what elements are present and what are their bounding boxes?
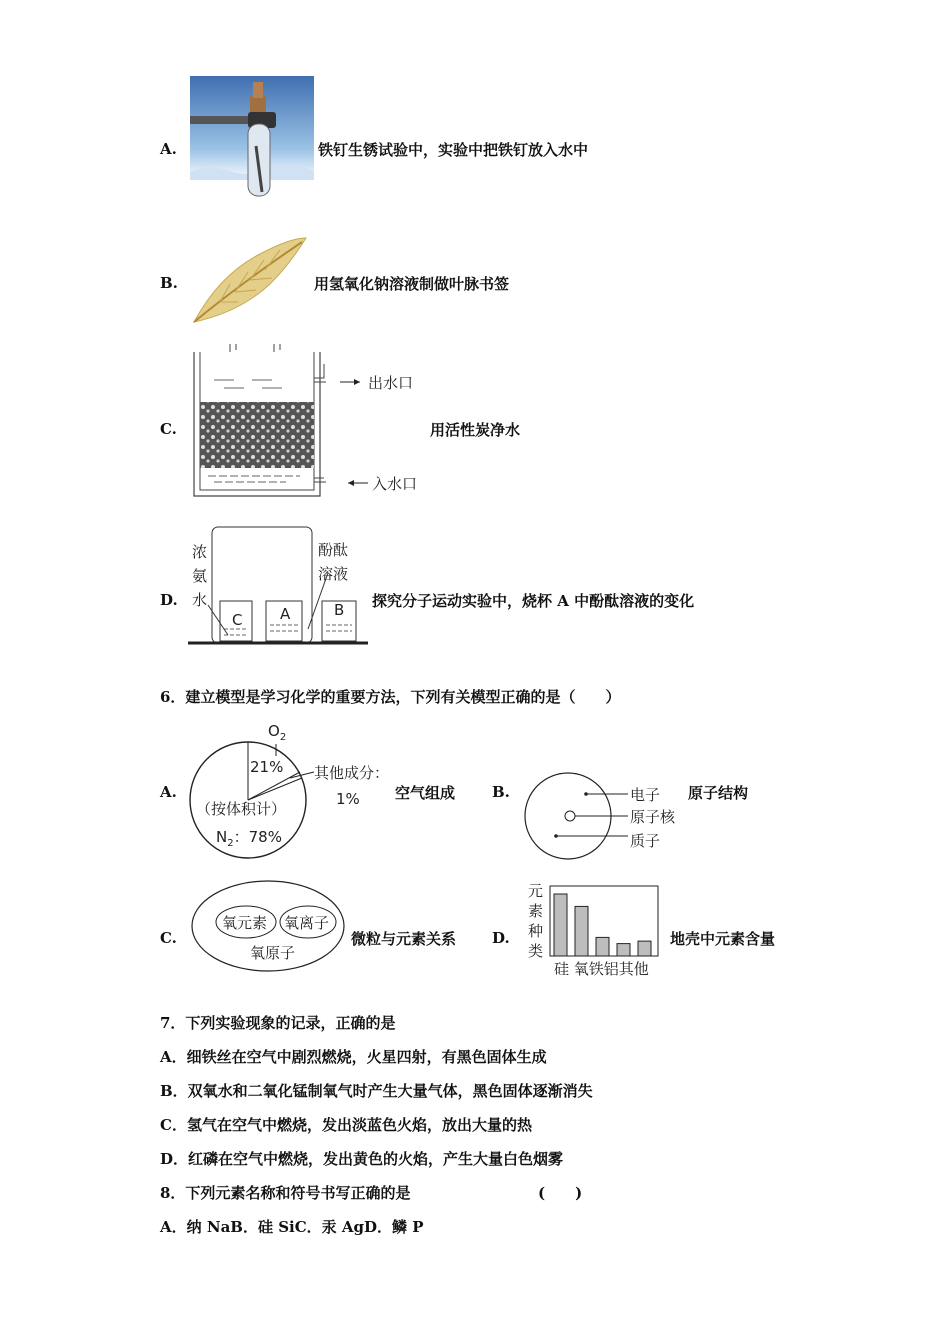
nucleus-label: 原子核 bbox=[630, 808, 676, 826]
q6-option-c-text: 微粒与元素关系 bbox=[351, 930, 457, 948]
activated-carbon-filter-diagram bbox=[190, 344, 440, 502]
bar-其他 bbox=[638, 941, 651, 956]
q6-option-c-label: C. bbox=[160, 929, 177, 947]
inlet-label: 入水口 bbox=[372, 475, 418, 493]
ammonia-label-3: 水 bbox=[192, 591, 208, 609]
ammonia-label-1: 浓 bbox=[192, 543, 208, 561]
q8-options: A．纳 NaB．硅 SiC．汞 AgD．鳞 P bbox=[160, 1218, 424, 1236]
chart-categories: 硅 氧铁铝其他 bbox=[554, 960, 649, 978]
option-d-text: 探究分子运动实验中，烧杯 A 中酚酞溶液的变化 bbox=[372, 592, 695, 610]
q6-option-b-label: B. bbox=[492, 783, 510, 801]
option-a-label: A. bbox=[160, 140, 177, 158]
molecular-motion-experiment-diagram bbox=[188, 525, 373, 651]
rusting-test-tube-image bbox=[190, 76, 314, 200]
bar-铁 bbox=[596, 937, 609, 956]
option-d-label: D. bbox=[160, 591, 178, 609]
chart-ylabel-4: 类 bbox=[528, 942, 544, 960]
outlet-label: 出水口 bbox=[368, 374, 414, 392]
chart-ylabel-3: 种 bbox=[528, 922, 544, 940]
volume-basis-label: （按体积计） bbox=[196, 800, 287, 818]
phenolphthalein-label-1: 酚酞 bbox=[318, 541, 349, 559]
q6-option-b-text: 原子结构 bbox=[688, 784, 749, 802]
option-c-text: 用活性炭净水 bbox=[430, 421, 521, 439]
option-c-label: C. bbox=[160, 420, 177, 438]
q6-option-a-text: 空气组成 bbox=[395, 784, 456, 802]
q7-option-c: C．氢气在空气中燃烧，发出淡蓝色火焰，放出大量的热 bbox=[160, 1116, 532, 1134]
phenolphthalein-label-2: 溶液 bbox=[318, 565, 349, 583]
oxygen-element-label: 氧元素 bbox=[222, 914, 268, 932]
beaker-a: A bbox=[280, 605, 291, 623]
question-8-stem: 8．下列元素名称和符号书写正确的是 bbox=[160, 1184, 411, 1202]
oxygen-atom-label: 氧原子 bbox=[250, 944, 296, 962]
bar-硅 bbox=[554, 894, 567, 956]
chart-ylabel-2: 素 bbox=[528, 902, 544, 920]
leaf-skeleton-image bbox=[190, 234, 310, 326]
proton-label: 质子 bbox=[630, 832, 661, 850]
other-components-percent: 1% bbox=[336, 790, 360, 808]
atom-structure-diagram bbox=[524, 772, 694, 864]
particle-element-relation-diagram bbox=[190, 880, 350, 974]
oxygen-ion-label: 氧离子 bbox=[284, 914, 330, 932]
question-7-stem: 7．下列实验现象的记录，正确的是 bbox=[160, 1014, 396, 1032]
option-b-text: 用氢氧化钠溶液制做叶脉书签 bbox=[314, 275, 510, 293]
o2-label: $O_2$ bbox=[268, 722, 287, 743]
n2-label: $N_2$：78% bbox=[216, 828, 282, 849]
chart-ylabel-1: 元 bbox=[528, 882, 544, 900]
q7-option-b: B．双氧水和二氧化锰制氧气时产生大量气体，黑色固体逐渐消失 bbox=[160, 1082, 593, 1100]
air-composition-pie bbox=[190, 720, 400, 862]
option-b-label: B. bbox=[160, 274, 178, 292]
beaker-b: B bbox=[334, 601, 345, 619]
beaker-c: C bbox=[232, 611, 243, 629]
crust-element-bar-chart bbox=[524, 880, 674, 980]
q7-option-a: A．细铁丝在空气中剧烈燃烧，火星四射，有黑色固体生成 bbox=[160, 1048, 547, 1066]
q8-answer-paren: ( ) bbox=[538, 1184, 583, 1202]
option-a-text: 铁钉生锈试验中，实验中把铁钉放入水中 bbox=[318, 141, 589, 159]
bar-铝 bbox=[617, 944, 630, 956]
q6-option-d-label: D. bbox=[492, 929, 510, 947]
q7-option-d: D．红磷在空气中燃烧，发出黄色的火焰，产生大量白色烟雾 bbox=[160, 1150, 564, 1168]
ammonia-label-2: 氨 bbox=[192, 567, 208, 585]
q6-option-a-label: A. bbox=[160, 783, 177, 801]
other-components-label: 其他成分： bbox=[314, 764, 390, 782]
electron-label: 电子 bbox=[630, 786, 661, 804]
o2-percent: 21% bbox=[250, 758, 284, 776]
q6-option-d-text: 地壳中元素含量 bbox=[670, 930, 776, 948]
bar-氧 bbox=[575, 906, 588, 956]
question-6-stem: 6．建立模型是学习化学的重要方法，下列有关模型正确的是（ ） bbox=[160, 688, 621, 706]
